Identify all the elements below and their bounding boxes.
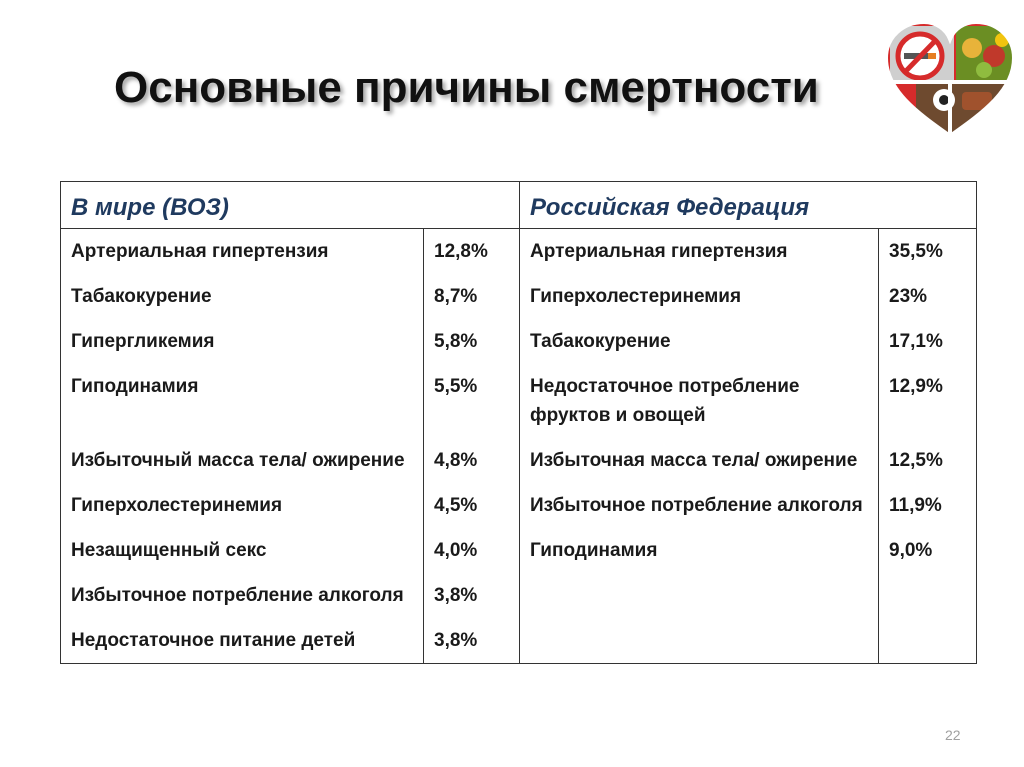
mortality-causes-table (60, 181, 977, 664)
world-percent-cell: 5,5% (424, 364, 520, 438)
table-row (61, 528, 977, 573)
russia-cause-cell: Избыточная масса тела/ ожирение (520, 438, 879, 483)
table-row (61, 483, 977, 528)
russia-cause-cell: Недостаточное потребление фруктов и овощей (520, 364, 879, 438)
world-percent-cell: 3,8% (424, 618, 520, 664)
russia-cause-cell: Табакокурение (520, 319, 879, 364)
russia-percent-cell (879, 573, 977, 618)
world-percent-cell: 12,8% (424, 229, 520, 275)
world-percent-cell: 3,8% (424, 573, 520, 618)
column-header-world: В мире (ВОЗ) (61, 182, 520, 229)
russia-percent-cell: 35,5% (879, 229, 977, 275)
world-percent-cell: 8,7% (424, 274, 520, 319)
slide-title: Основные причины смертности (114, 63, 819, 112)
russia-percent-cell: 12,9% (879, 364, 977, 438)
world-cause-cell: Гипергликемия (61, 319, 424, 364)
world-cause-cell: Гиподинамия (61, 364, 424, 438)
world-percent-cell: 4,5% (424, 483, 520, 528)
table-row (61, 438, 977, 483)
table-row (61, 573, 977, 618)
world-cause-cell: Избыточное потребление алкоголя (61, 573, 424, 618)
russia-percent-cell: 23% (879, 274, 977, 319)
world-cause-cell: Недостаточное питание детей (61, 618, 424, 664)
table-row (61, 364, 977, 438)
page-number: 22 (945, 727, 961, 743)
russia-cause-cell: Избыточное потребление алкоголя (520, 483, 879, 528)
world-percent-cell: 5,8% (424, 319, 520, 364)
russia-percent-cell (879, 618, 977, 664)
russia-percent-cell: 17,1% (879, 319, 977, 364)
russia-cause-cell: Гиподинамия (520, 528, 879, 573)
table-row (61, 274, 977, 319)
russia-percent-cell: 9,0% (879, 528, 977, 573)
russia-percent-cell: 11,9% (879, 483, 977, 528)
world-cause-cell: Табакокурение (61, 274, 424, 319)
world-cause-cell: Гиперхолестеринемия (61, 483, 424, 528)
table-row (61, 319, 977, 364)
world-cause-cell: Артериальная гипертензия (61, 229, 424, 275)
world-cause-cell: Избыточный масса тела/ ожирение (61, 438, 424, 483)
world-percent-cell: 4,8% (424, 438, 520, 483)
russia-cause-cell: Гиперхолестеринемия (520, 274, 879, 319)
russia-cause-cell (520, 618, 879, 664)
table-row (61, 618, 977, 664)
heart-healthy-lifestyle-icon (876, 12, 1024, 142)
world-percent-cell: 4,0% (424, 528, 520, 573)
world-cause-cell: Незащищенный секс (61, 528, 424, 573)
russia-cause-cell (520, 573, 879, 618)
table-header-row (61, 182, 977, 229)
table-row (61, 229, 977, 275)
column-header-russia: Российская Федерация (520, 182, 977, 229)
russia-cause-cell: Артериальная гипертензия (520, 229, 879, 275)
russia-percent-cell: 12,5% (879, 438, 977, 483)
